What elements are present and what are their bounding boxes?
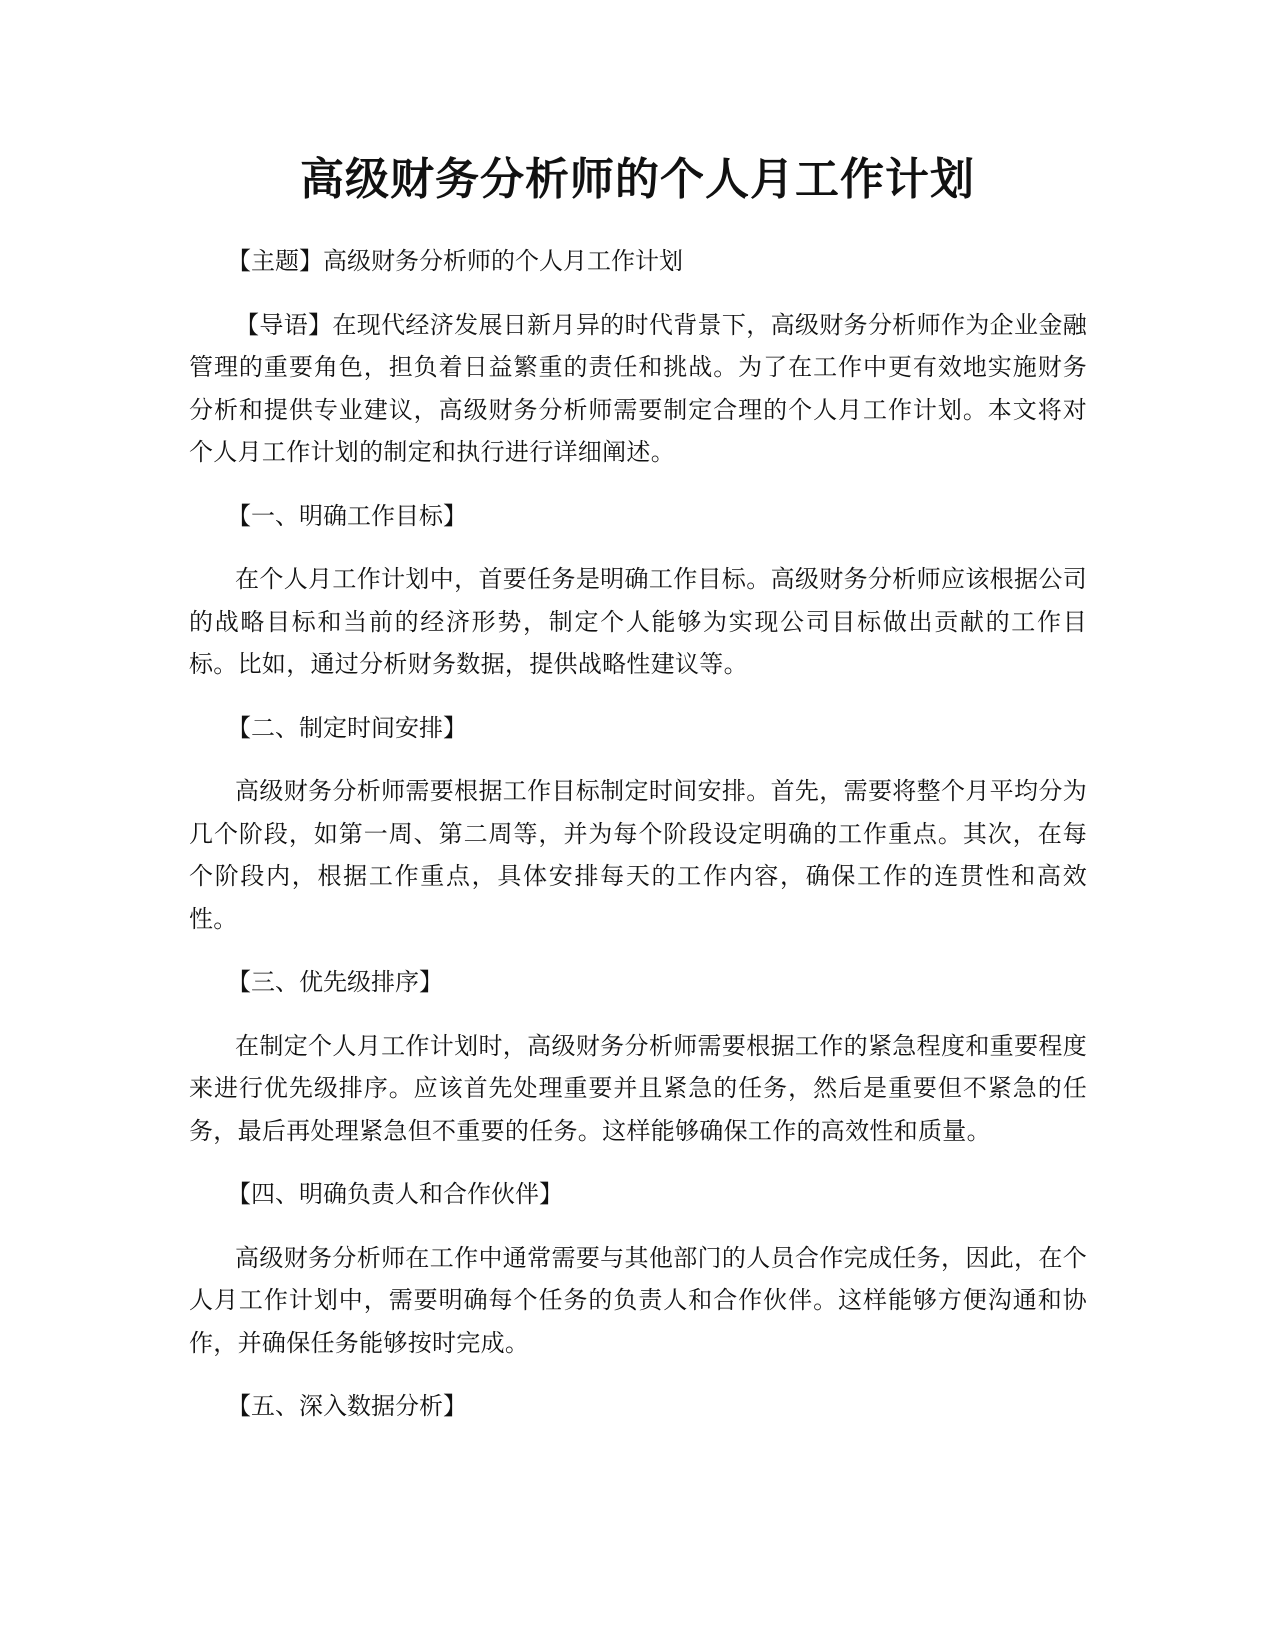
intro-paragraph: 【导语】在现代经济发展日新月异的时代背景下，高级财务分析师作为企业金融管理的重要角色，担负着日益繁重的责任和挑战。为了在工作中更有效地实施财务分析和提供专业建议，高级财务分析师需要制定合理的个人月工作计划。本文将对个人月工作计划的制定和执行进行详细阐述。 (189, 310, 1087, 466)
section-body-3: 在制定个人月工作计划时，高级财务分析师需要根据工作的紧急程度和重要程度来进行优先级排序。应该首先处理重要并且紧急的任务，然后是重要但不紧急的任务，最后再处理紧急但不重要的任务。这样能够确保工作的高效性和质量。 (189, 1031, 1087, 1145)
theme-line: 【主题】高级财务分析师的个人月工作计划 (227, 247, 683, 275)
document-title: 高级财务分析师的个人月工作计划 (300, 154, 975, 205)
section-body-2: 高级财务分析师需要根据工作目标制定时间安排。首先，需要将整个月平均分为几个阶段，如第一周、第二周等，并为每个阶段设定明确的工作重点。其次，在每个阶段内，根据工作重点，具体安排每天的工作内容，确保工作的连贯性和高效性。 (189, 777, 1087, 933)
section-heading-3: 【三、优先级排序】 (227, 968, 443, 996)
section-heading-4: 【四、明确负责人和合作伙伴】 (227, 1180, 563, 1208)
section-heading-2: 【二、制定时间安排】 (227, 713, 467, 742)
section-body-1: 在个人月工作计划中，首要任务是明确工作目标。高级财务分析师应该根据公司的战略目标和当前的经济形势，制定个人能够为实现公司目标做出贡献的工作目标。比如，通过分析财务数据，提供战略性建议等。 (189, 565, 1087, 678)
section-heading-5: 【五、深入数据分析】 (227, 1392, 467, 1420)
section-body-4: 高级财务分析师在工作中通常需要与其他部门的人员合作完成任务，因此，在个人月工作计划中，需要明确每个任务的负责人和合作伙伴。这样能够方便沟通和协作，并确保任务能够按时完成。 (189, 1243, 1087, 1357)
document-body (189, 240, 1087, 1428)
section-heading-1: 【一、明确工作目标】 (227, 501, 467, 530)
